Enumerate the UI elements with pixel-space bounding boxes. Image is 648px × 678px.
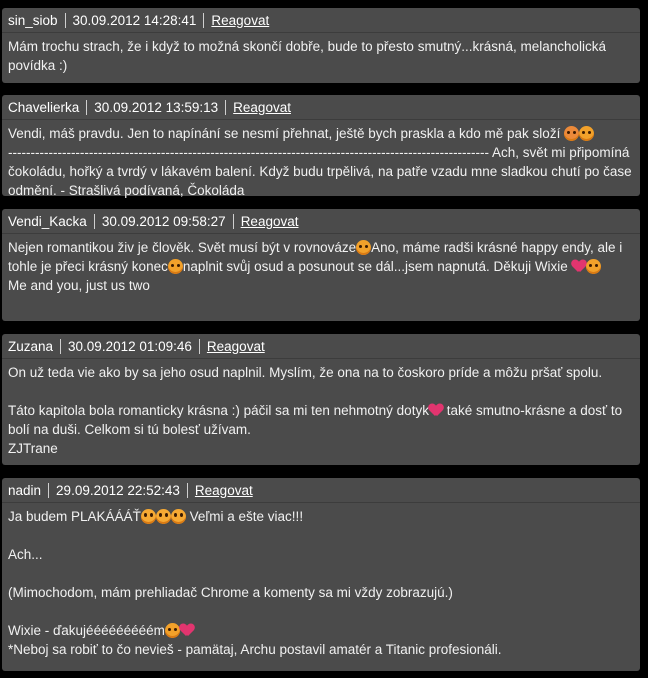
comment (2, 334, 640, 465)
comment-signature: Me and you, just us two (8, 278, 150, 293)
comment-text (8, 507, 632, 526)
heart-icon (180, 624, 194, 637)
comment-header (2, 8, 640, 33)
comment-header (2, 334, 640, 359)
comment-text (8, 401, 632, 439)
comment-text-part: také smutno-krásne a dosť to bolí na duši. Celkom si tú bolesť užívam. (8, 403, 623, 437)
comment-author: Chavelierka (8, 99, 80, 115)
shout-emoticon-icon (171, 509, 186, 524)
comment-text: Ach... (8, 547, 43, 562)
separator (187, 483, 188, 498)
separator (233, 214, 234, 229)
comment-text-part: Ja budem PLAKÁÁÁŤ (8, 509, 141, 524)
separator (94, 214, 95, 229)
shout-emoticon-icon (156, 509, 171, 524)
heart-icon (429, 404, 443, 417)
comment-text-part: Vendi, máš pravdu. Jen to napínání se nesmí přehnat, ještě bych praskla a kdo mě pak složí (8, 126, 561, 141)
reply-link[interactable]: Reagovat (211, 12, 270, 28)
separator (65, 13, 66, 28)
separator (60, 339, 61, 354)
comment-date: 30.09.2012 13:59:13 (94, 99, 219, 115)
comment-author: Vendi_Kacka (8, 213, 87, 229)
comment (2, 95, 640, 196)
comment-body (2, 503, 640, 659)
comment (2, 478, 640, 671)
reply-link[interactable]: Reagovat (206, 338, 265, 354)
comment-body (2, 234, 640, 295)
comment-text: On už teda vie ako by sa jeho osud naplnil. Myslím, že ona na to čoskoro príde a môžu pršať spolu. (8, 365, 603, 380)
comment-date: 30.09.2012 09:58:27 (101, 213, 226, 229)
comment-text-part: Wixie - ďakujééééééééém (8, 623, 165, 638)
comment-text (8, 124, 632, 143)
comment-body (2, 120, 640, 200)
comment (2, 209, 640, 321)
smile-emoticon-icon (586, 259, 601, 274)
reply-link[interactable]: Reagovat (240, 213, 299, 229)
comment-text-part: Ano, máme radši krásné happy endy, ale i tohle je přeci krásný konec (8, 240, 623, 274)
comment-date: 29.09.2012 22:52:43 (56, 482, 180, 498)
comment-header (2, 209, 640, 234)
separator (225, 100, 226, 115)
comment-body (2, 359, 640, 458)
comment-header (2, 478, 640, 503)
comment-text: Mám trochu strach, že i když to možná skončí dobře, bude to přesto smutný...krásná, melancholická povídka :) (8, 39, 607, 73)
comment-text (8, 238, 632, 276)
reply-link[interactable]: Reagovat (233, 99, 291, 115)
love-emoticon-icon (168, 259, 183, 274)
comment-text (8, 621, 632, 640)
comment-header (2, 95, 640, 120)
separator (48, 483, 49, 498)
blank-line (8, 382, 632, 401)
comment-signature: *Neboj sa robiť to čo nevieš - pamätaj, Archu postavil amatér a Titanic profesionáli. (8, 642, 502, 657)
smile-emoticon-icon (356, 240, 371, 255)
comment (2, 8, 640, 83)
comment-text: (Mimochodom, mám prehliadač Chrome a komenty sa mi vždy zobrazujú.) (8, 585, 453, 600)
comment-text-part: Táto kapitola bola romanticky krásna :) páčil sa mi ten nehmotný dotyk (8, 403, 429, 418)
comment-text-part: naplnit svůj osud a posunout se dál...jsem napnutá. Děkuji Wixie (182, 259, 568, 274)
comment-author: sin_siob (8, 12, 58, 28)
blank-line (8, 526, 632, 545)
separator (199, 339, 200, 354)
comment-date: 30.09.2012 14:28:41 (72, 12, 197, 28)
reply-link[interactable]: Reagovat (194, 482, 253, 498)
comment-date: 30.09.2012 01:09:46 (68, 338, 192, 354)
blank-line (8, 564, 632, 583)
comment-author: nadin (8, 482, 42, 498)
comment-body (2, 33, 640, 75)
comment-author: Zuzana (8, 338, 54, 354)
smile-emoticon-icon (165, 623, 180, 638)
heart-icon (572, 260, 586, 273)
shout-emoticon-icon (141, 509, 156, 524)
blank-line (8, 602, 632, 621)
comment-text-part: Nejen romantikou živ je člověk. Svět musí být v rovnováze (8, 240, 357, 255)
sad-emoticon-icon (564, 126, 579, 141)
comment-text-part: Veľmi a ešte viac!!! (185, 509, 304, 524)
comment-signature: ----------------------------------------------------------------------------------------------------------- Ach, svět mi připomíná čokoládu, hořký a tvrdý v lákavém balení. Když budu trpělivá, na patře vzadu mne sladkou chutí po čase odmění. - Strašlivá podívaná, Čokoláda (8, 145, 632, 198)
comment-signature: ZJTrane (8, 441, 58, 456)
love-emoticon-icon (579, 126, 594, 141)
separator (203, 13, 204, 28)
separator (86, 100, 87, 115)
